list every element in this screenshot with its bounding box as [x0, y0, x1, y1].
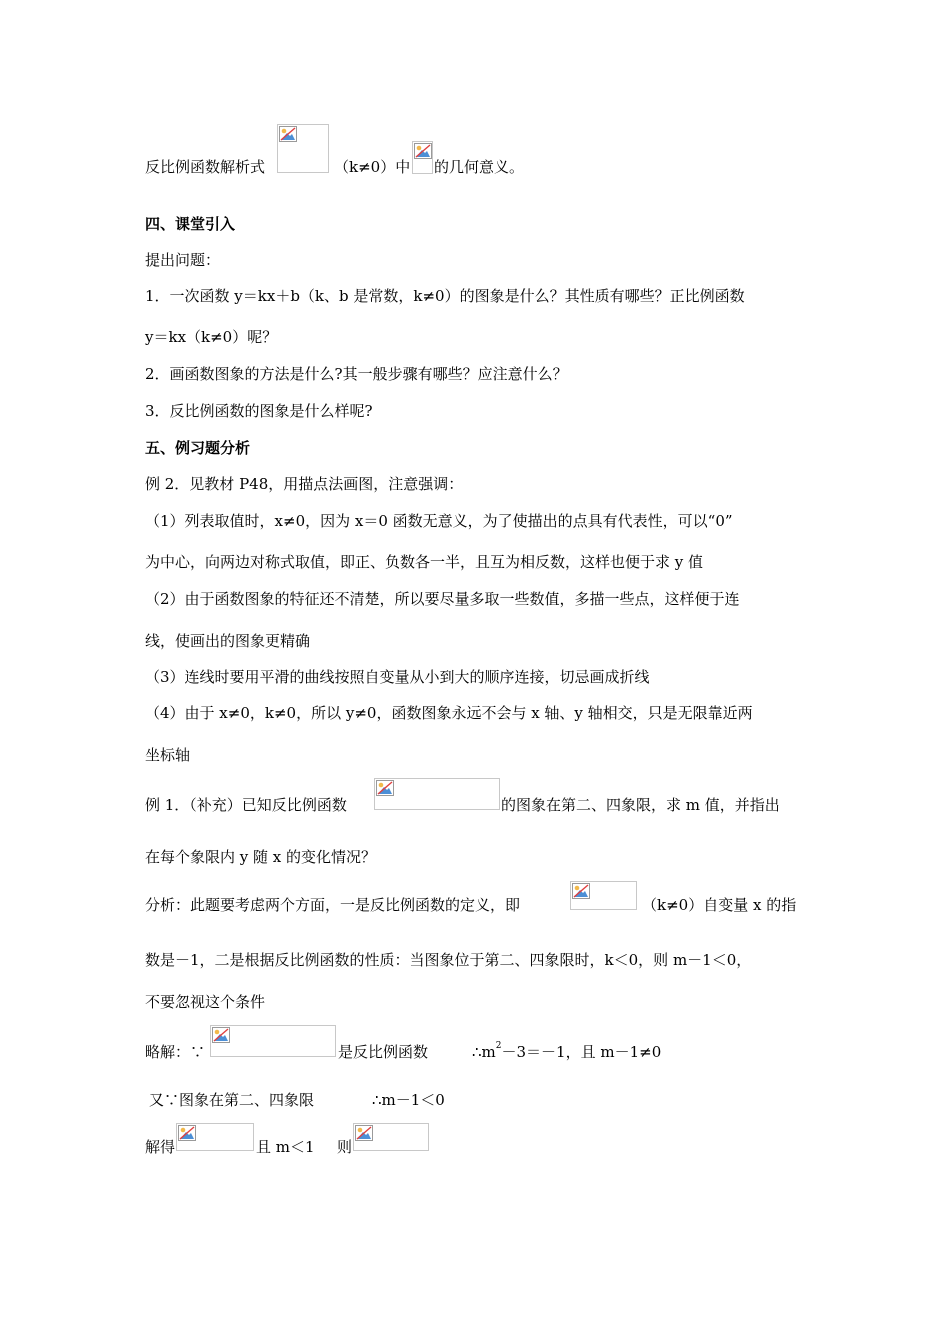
broken-image-icon — [572, 883, 590, 899]
broken-image-icon — [212, 1027, 230, 1043]
solution-2: 又∵图象在第二、四象限 — [149, 1091, 315, 1109]
analysis-cont-2: 不要忽视这个条件 — [145, 993, 266, 1011]
example-2: 例 2．见教材 P48，用描点法画图，注意强调： — [145, 475, 464, 493]
solution-3-then: 则 — [337, 1138, 353, 1156]
question-intro: 提出问题： — [145, 251, 221, 269]
question-3: 3．反比例函数的图象是什么样呢? — [145, 402, 373, 420]
analysis: 分析：此题要考虑两个方面，一是反比例函数的定义，即 — [145, 896, 521, 914]
broken-image-icon — [178, 1125, 196, 1141]
broken-image-icon — [355, 1125, 373, 1141]
broken-image-icon — [376, 780, 394, 796]
solution-1: 略解：∵ — [145, 1043, 206, 1061]
analysis-rest: （k≠0）自变量 x 的指 — [642, 896, 797, 914]
example-1-rest: 的图象在第二、四象限，求 m 值，并指出 — [501, 796, 780, 814]
point-2-cont: 线，使画出的图象更精确 — [145, 632, 311, 650]
question-2: 2．画函数图象的方法是什么?其一般步骤有哪些？应注意什么？ — [145, 365, 568, 383]
solution-image — [210, 1025, 336, 1057]
k-nonzero-text: （k≠0）中 — [334, 158, 411, 176]
m-value-image — [176, 1123, 254, 1151]
point-3: （3）连线时要用平滑的曲线按照自变量从小到大的顺序连接，切忌画成折线 — [145, 668, 650, 686]
point-4: （4）由于 x≠0，k≠0，所以 y≠0，函数图象永远不会与 x 轴、y 轴相交，只是无限靠近两 — [145, 704, 753, 722]
k-image — [412, 141, 433, 174]
geometric-meaning-line: 反比例函数解析式 — [145, 158, 266, 176]
analysis-cont: 数是－1，二是根据反比例函数的性质：当图象位于第二、四象限时，k＜0，则 m－1＜0， — [145, 951, 752, 969]
example-1: 例 1．（补充）已知反比例函数 — [145, 796, 347, 814]
point-1: （1）列表取值时，x≠0，因为 x＝0 函数无意义，为了使描出的点具有代表性，可以“0” — [145, 512, 733, 530]
definition-image — [570, 881, 637, 910]
broken-image-icon — [279, 126, 297, 142]
formula-image — [277, 124, 329, 173]
point-1-cont: 为中心，向两边对称式取值，即正、负数各一半，且互为相反数，这样也便于求 y 值 — [145, 553, 704, 571]
final-answer-image — [353, 1123, 429, 1151]
section-heading-5: 五、例习题分析 — [145, 439, 251, 457]
solution-2-result: ∴m－1＜0 — [372, 1091, 445, 1109]
solution-3-cond: 且 m＜1 — [256, 1138, 315, 1156]
question-1-cont: y＝kx（k≠0）呢？ — [145, 328, 278, 346]
point-4-cont: 坐标轴 — [145, 746, 191, 764]
meaning-text: 的几何意义。 — [434, 158, 525, 176]
point-2: （2）由于函数图象的特征还不清楚，所以要尽量多取一些数值，多描一些点，这样便于连 — [145, 590, 740, 608]
broken-image-icon — [414, 143, 432, 159]
example-1-cont: 在每个象限内 y 随 x 的变化情况？ — [145, 848, 377, 866]
section-heading-4: 四、课堂引入 — [145, 215, 236, 233]
solution-3: 解得 — [145, 1138, 176, 1156]
solution-1-equation: $\therefore m^2-3=-1$，且 m－1≠0 — [472, 1041, 662, 1061]
function-image — [374, 778, 500, 810]
solution-1-rest: 是反比例函数 — [338, 1043, 429, 1061]
question-1: 1．一次函数 y＝kx＋b（k、b 是常数，k≠0）的图象是什么？其性质有哪些？正比例函数 — [145, 287, 745, 305]
